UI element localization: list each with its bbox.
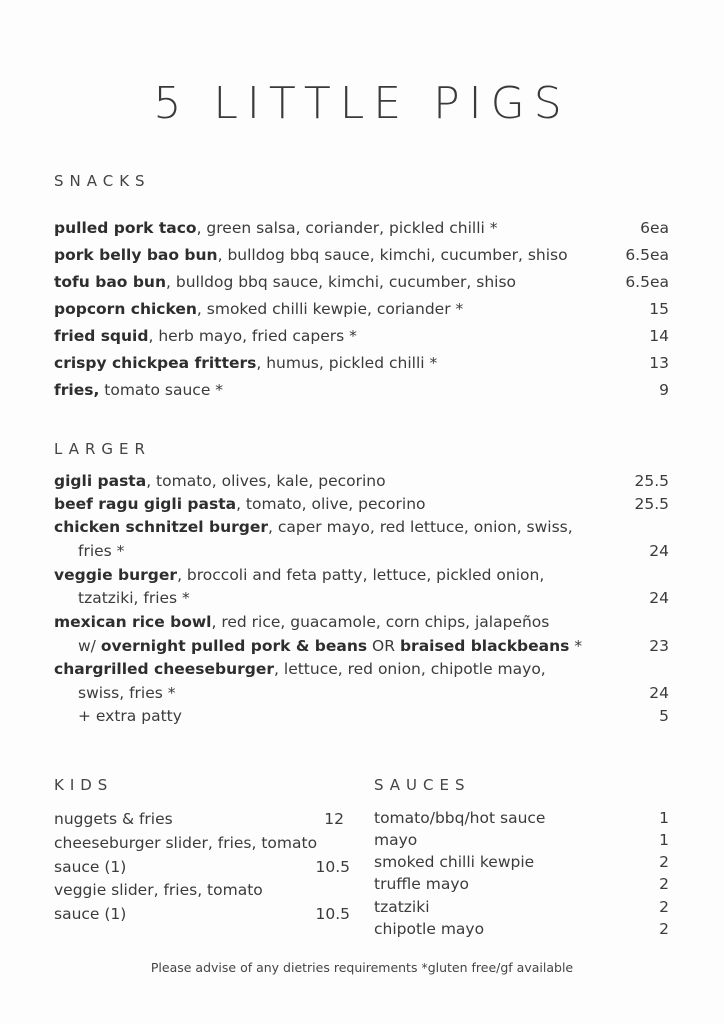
item-price: 2: [659, 898, 669, 916]
item-name: fried squid: [54, 327, 149, 345]
item-desc: , lettuce, red onion, chipotle mayo,: [274, 660, 546, 678]
item-option: braised blackbeans: [399, 637, 570, 655]
item-name: mexican rice bowl: [54, 613, 212, 631]
menu-item: [54, 218, 669, 238]
item-price: 10.5: [315, 905, 350, 923]
menu-item: [54, 659, 669, 679]
item-desc: , red rice, guacamole, corn chips, jalapeños: [211, 613, 550, 631]
menu-item: [54, 272, 669, 292]
item-name-cont: sauce (1): [54, 905, 127, 923]
item-desc: , herb mayo, fried capers *: [148, 327, 357, 345]
item-desc: , smoked chilli kewpie, coriander *: [196, 300, 464, 318]
menu-item-cont: [54, 683, 669, 703]
item-desc: , bulldog bbq sauce, kimchi, cucumber, shiso: [166, 273, 517, 291]
menu-item: [54, 380, 669, 400]
item-desc-cont: + extra patty: [78, 707, 182, 725]
sauce-item: [374, 852, 669, 872]
sauces-heading: SAUCES: [374, 776, 471, 794]
item-price: 24: [649, 684, 669, 702]
menu-item: [54, 612, 669, 632]
item-name: veggie burger: [54, 566, 178, 584]
item-name: nuggets & fries: [54, 810, 173, 828]
item-name: gigli pasta: [54, 472, 147, 490]
item-desc-cont: OR: [367, 637, 400, 655]
menu-item: [54, 299, 669, 319]
item-name: popcorn chicken: [54, 300, 197, 318]
item-price: 13: [649, 354, 669, 372]
item-price: 6.5ea: [625, 273, 669, 291]
sauce-item: [374, 808, 669, 828]
item-desc: , humus, pickled chilli *: [256, 354, 438, 372]
sauce-item: [374, 919, 669, 939]
item-name: crispy chickpea fritters: [54, 354, 257, 372]
kids-item: [54, 809, 344, 829]
menu-item: [54, 517, 669, 537]
item-desc: , bulldog bbq sauce, kimchi, cucumber, shiso: [217, 246, 568, 264]
item-desc: , broccoli and feta patty, lettuce, pickled onion,: [177, 566, 545, 584]
item-price: 15: [649, 300, 669, 318]
item-price: 2: [659, 875, 669, 893]
item-price: 6ea: [640, 219, 669, 237]
item-name: veggie slider, fries, tomato: [54, 881, 263, 899]
item-price: 24: [649, 589, 669, 607]
item-desc: , tomato, olive, pecorino: [236, 495, 426, 513]
item-price: 6.5ea: [625, 246, 669, 264]
item-name: mayo: [374, 831, 418, 849]
item-desc: , caper mayo, red lettuce, onion, swiss,: [268, 518, 573, 536]
item-desc-cont: fries *: [78, 542, 125, 560]
kids-item-cont: [54, 904, 350, 924]
item-price: 10.5: [315, 858, 350, 876]
item-price: 1: [659, 809, 669, 827]
menu-item: [54, 471, 669, 491]
menu-item: [54, 565, 669, 585]
item-name: chargrilled cheeseburger: [54, 660, 275, 678]
item-desc-cont: *: [569, 637, 583, 655]
item-price: 5: [659, 707, 669, 725]
item-name: beef ragu gigli pasta: [54, 495, 237, 513]
kids-heading: KIDS: [54, 776, 114, 794]
item-name: truffle mayo: [374, 875, 469, 893]
item-price: 23: [649, 637, 669, 655]
item-name: smoked chilli kewpie: [374, 853, 535, 871]
snacks-heading: SNACKS: [54, 172, 151, 190]
item-name: tzatziki: [374, 898, 430, 916]
item-name: tofu bao bun: [54, 273, 166, 291]
menu-item: [54, 245, 669, 265]
menu-item: [54, 353, 669, 373]
item-price: 14: [649, 327, 669, 345]
item-price: 2: [659, 853, 669, 871]
item-name-cont: sauce (1): [54, 858, 127, 876]
item-price: 9: [659, 381, 669, 399]
item-desc: , tomato, olives, kale, pecorino: [146, 472, 386, 490]
item-name: chicken schnitzel burger: [54, 518, 269, 536]
kids-item: [54, 880, 350, 900]
item-name: chipotle mayo: [374, 920, 485, 938]
larger-heading: LARGER: [54, 440, 151, 458]
item-desc: , green salsa, coriander, pickled chilli *: [196, 219, 498, 237]
item-price: 1: [659, 831, 669, 849]
kids-item-cont: [54, 857, 350, 877]
item-name: cheeseburger slider, fries, tomato: [54, 834, 318, 852]
item-desc: tomato sauce *: [99, 381, 224, 399]
sauce-item: [374, 830, 669, 850]
item-price: 2: [659, 920, 669, 938]
menu-item: [54, 494, 669, 514]
item-desc-cont: tzatziki, fries *: [78, 589, 190, 607]
item-name: tomato/bbq/hot sauce: [374, 809, 546, 827]
item-price: 25.5: [634, 495, 669, 513]
item-price: 24: [649, 542, 669, 560]
item-desc-cont: swiss, fries *: [78, 684, 176, 702]
item-price: 25.5: [634, 472, 669, 490]
item-name: fries,: [54, 381, 100, 399]
menu-item: [54, 326, 669, 346]
item-price: 12: [324, 810, 344, 828]
sauce-item: [374, 897, 669, 917]
menu-title: 5 LITTLE PIGS: [153, 78, 571, 129]
footer-note: Please advise of any dietries requirements *gluten free/gf available: [150, 960, 574, 975]
menu-item-cont: [54, 706, 669, 726]
menu-item-cont: [54, 541, 669, 561]
item-option: overnight pulled pork & beans: [100, 637, 368, 655]
menu-item-cont: [54, 636, 669, 656]
item-name: pork belly bao bun: [54, 246, 218, 264]
item-desc-cont: w/: [78, 637, 101, 655]
item-name: pulled pork taco: [54, 219, 197, 237]
sauce-item: [374, 874, 669, 894]
kids-item: [54, 833, 350, 853]
menu-item-cont: [54, 588, 669, 608]
